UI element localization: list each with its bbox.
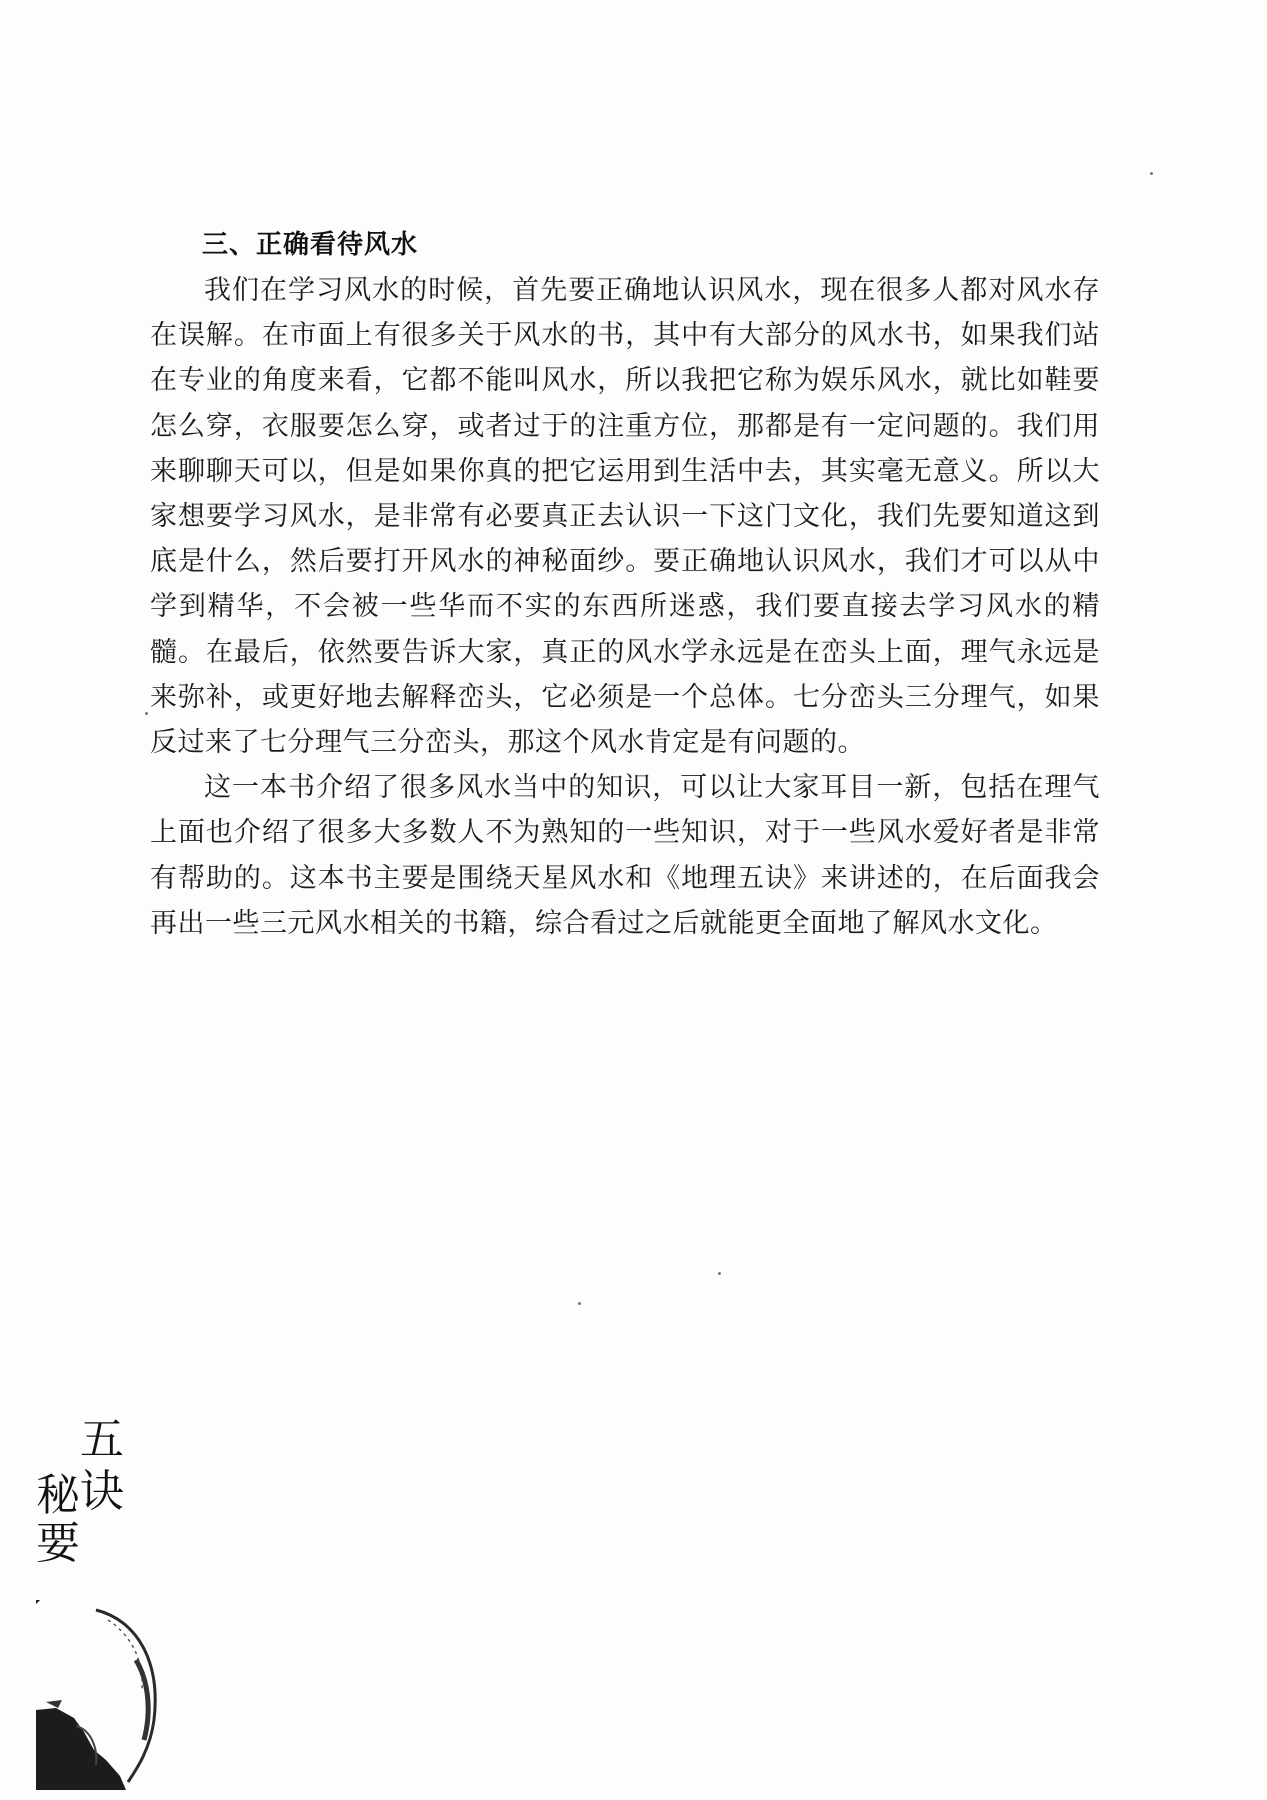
ink-brush-art — [36, 1600, 196, 1790]
logo-char: 要 — [36, 1518, 80, 1569]
side-logo — [36, 1410, 196, 1790]
scan-speck — [1150, 172, 1153, 175]
scan-speck — [578, 1302, 581, 1305]
body-text — [150, 268, 1100, 946]
paragraph: 这一本书介绍了很多风水当中的知识，可以让大家耳目一新，包括在理气上面也介绍了很多大多数人不为熟知的一些知识，对于一些风水爱好者是非常有帮助的。这本书主要是围绕天星风水和《地理五诀》来讲述的，在后面我会再出一些三元风水相关的书籍，综合看过之后就能更全面地了解风水文化。 — [150, 772, 1100, 939]
scan-speck — [718, 1272, 721, 1275]
logo-char: 五 — [80, 1414, 124, 1465]
logo-char: 诀 — [80, 1466, 124, 1517]
logo-char: 秘 — [36, 1470, 80, 1521]
paragraph: 我们在学习风水的时候，首先要正确地认识风水，现在很多人都对风水存在误解。在市面上有很多关于风水的书，其中有大部分的风水书，如果我们站在专业的角度来看，它都不能叫风水，所以我把它称为娱乐风水，就比如鞋要怎么穿，衣服要怎么穿，或者过于的注重方位，那都是有一定问题的。我们用来聊聊天可以，但是如果你真的把它运用到生活中去，其实毫无意义。所以大家想要学习风水，是非常有必要真正去认识一下这门文化，我们先要知道这到底是什么，然后要打开风水的神秘面纱。要正确地认识风水，我们才可以从中学到精华，不会被一些华而不实的东西所迷惑，我们要直接去学习风水的精髓。在最后，依然要告诉大家，真正的风水学永远是在峦头上面，理气永远是来弥补，或更好地去解释峦头，它必须是一个总体。七分峦头三分理气，如果反过来了七分理气三分峦头，那这个风水肯定是有问题的。 — [150, 275, 1100, 759]
section-heading: 三、正确看待风水 — [202, 230, 419, 260]
scan-speck — [145, 712, 148, 715]
